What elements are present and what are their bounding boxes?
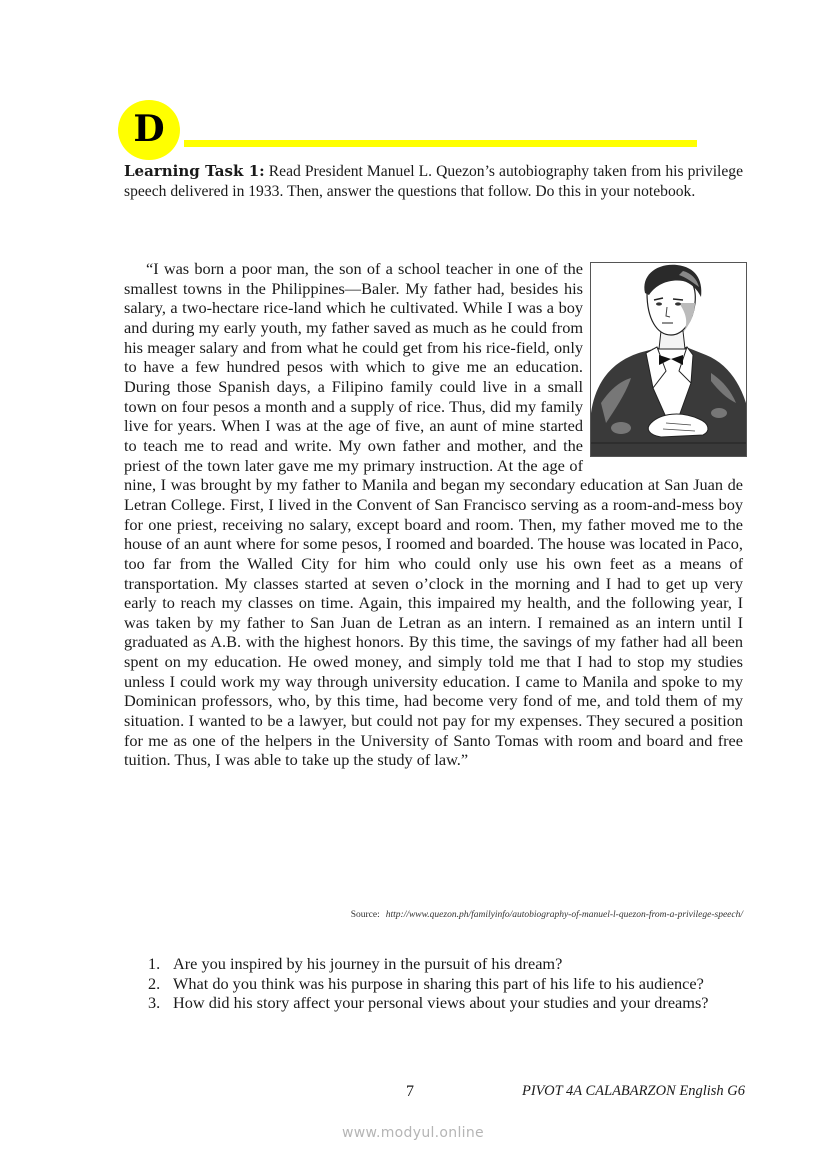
source-label: Source:	[350, 910, 380, 920]
page-number: 7	[406, 1083, 414, 1100]
question-item	[148, 954, 743, 974]
question-text: What do you think was his purpose in sharing this part of his life to his audience?	[173, 973, 704, 993]
learning-task-instructions	[124, 161, 743, 202]
question-item	[148, 974, 743, 994]
question-text: Are you inspired by his journey in the pursuit of his dream?	[173, 954, 563, 973]
section-letter: D	[133, 108, 165, 150]
footer-title: PIVOT 4A CALABARZON English G6	[522, 1083, 745, 1099]
question-text: How did his story affect your personal views about your studies and your dreams?	[173, 993, 709, 1013]
portrait-illustration-icon	[590, 262, 747, 457]
task-text: Read President Manuel L. Quezon’s autobiography taken from his privilege speech delivered in 1933. Then, answer the questions that follow. Do this in your notebook.	[124, 163, 743, 200]
section-divider-line	[184, 140, 697, 147]
question-item	[148, 993, 743, 1013]
question-list	[148, 954, 743, 1013]
question-number: 1.	[148, 954, 161, 973]
section-badge	[118, 100, 180, 160]
question-number: 3.	[148, 993, 161, 1013]
task-label: Learning Task 1:	[124, 162, 265, 180]
source-citation	[256, 910, 743, 920]
source-url: http://www.quezon.ph/familyinfo/autobiography-of-manuel-l-quezon-from-a-privilege-speech/	[385, 910, 743, 920]
story-paragraph: “I was born a poor man, the son of a school teacher in one of the smallest towns in the Philippines—Baler. My father had, besides his salary, a two-hectare rice-land which he cultivated. While I was a boy and during my early youth, my father saved as much as he could from his meager salary and from what he could get from his rice-field, only to have a few hundred pesos with which to give me an education. During those Spanish days, a Filipino family could live in a small town on four pesos a month and a supply of rice. Thus, did my family live for years. When I was at the age of five, an aunt of mine started to teach me to read and write. My own father and mother, and the priest of the town later gave me my primary instruction. At the age of nine, I was brought by my father to Manila and began my secondary education at San Juan de Letran College. First, I lived in the Convent of San Francisco serving as a room-and-mess boy for one priest, receiving no salary, except board and room. Then, my father moved me to the house of an aunt where for some pesos, I roomed and boarded. The house was located in Paco, too far from the Walled City for him who could only use his own feet as a means of transportation. My classes started at seven o’clock in the morning and I had to get up very early to reach my classes on time. Again, this impaired my health, and the following year, I was taken by my father to San Juan de Letran as an intern. I remained as an intern until I graduated as A.B. with the highest honors. By this time, the savings of my father had all been spent on my education. He owed money, and simply told me that I had to stop my studies unless I could work my way through university education. I came to Manila and spoke to my Dominican professors, who, by this time, had become very fond of me, and told them of my situation. I wanted to be a lawyer, but could not pay for my expenses. They secured a position for me as one of the helpers in the University of Santo Tomas with room and board and free tuition. Thus, I was able to take up the study of law.”	[124, 259, 743, 770]
watermark: www.modyul.online	[342, 1125, 484, 1141]
question-number: 2.	[148, 973, 161, 993]
